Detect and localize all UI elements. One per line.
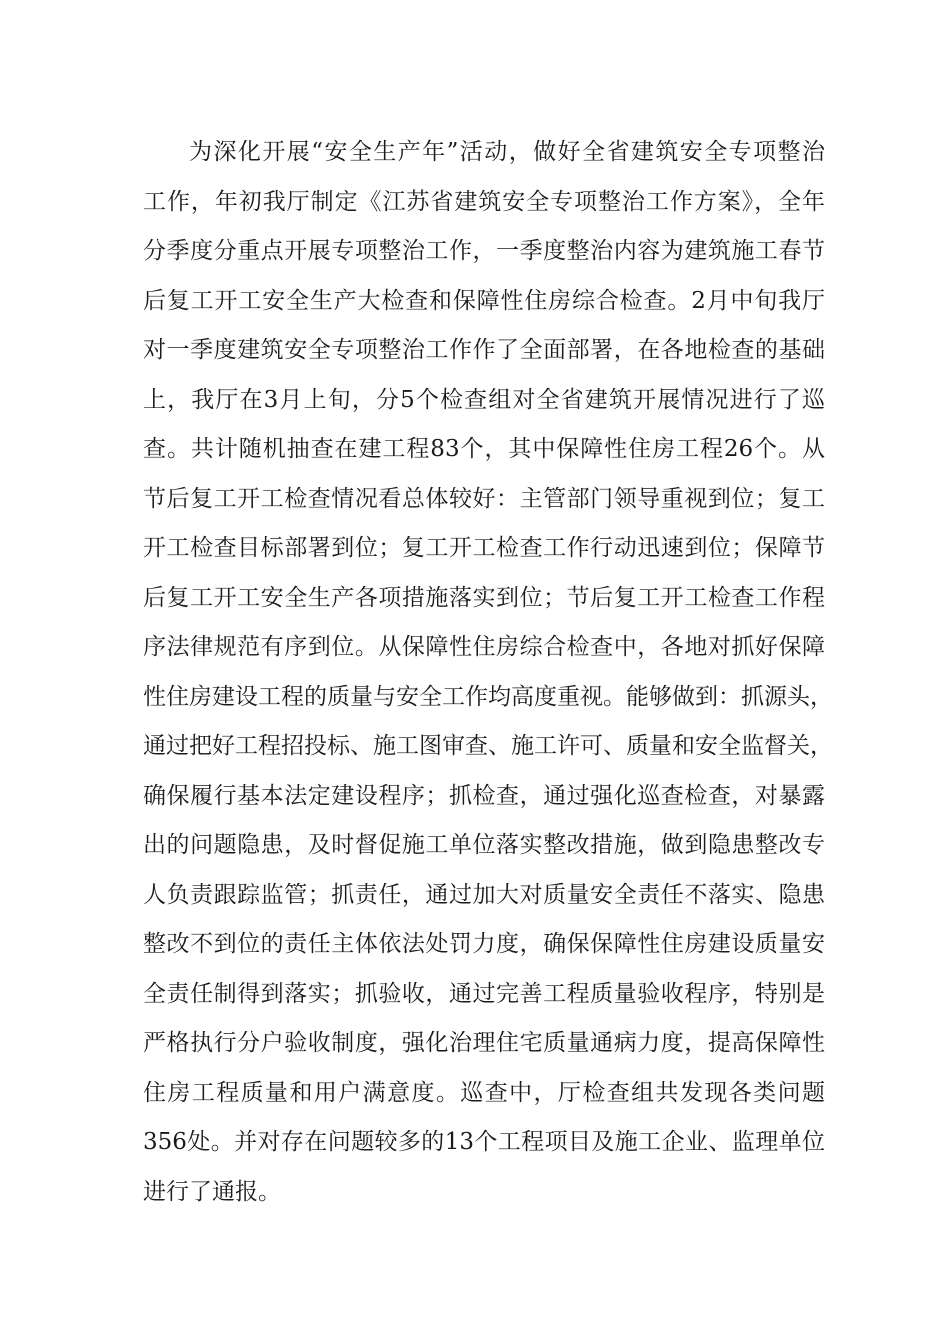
paragraph-line: 通过把好工程招投标、施工图审查、施工许可、质量和安全监督关，	[143, 733, 833, 759]
paragraph-line: 进行了通报。	[143, 1178, 281, 1205]
paragraph-line: 对一季度建筑安全专项整治工作作了全面部署，在各地检查的基础	[143, 337, 825, 363]
paragraph-line: 为深化开展“安全生产年”活动，做好全省建筑安全专项整治	[189, 139, 825, 165]
paragraph-line: 后复工开工安全生产各项措施落实到位；节后复工开工检查工作程	[143, 584, 825, 611]
paragraph-line: 确保履行基本法定建设程序；抓检查，通过强化巡查检查，对暴露	[143, 782, 825, 809]
paragraph-line: 全责任制得到落实；抓验收，通过完善工程质量验收程序，特别是	[143, 980, 825, 1007]
paragraph-line: 后复工开工安全生产大检查和保障性住房综合检查。2月中旬我厅	[143, 287, 825, 314]
paragraph-line: 工作，年初我厅制定《江苏省建筑安全专项整治工作方案》，全年	[143, 188, 825, 215]
paragraph-line: 开工检查目标部署到位；复工开工检查工作行动迅速到位；保障节	[143, 535, 825, 561]
paragraph-line: 人负责跟踪监管；抓责任，通过加大对质量安全责任不落实、隐患	[143, 881, 825, 908]
paragraph-line: 节后复工开工检查情况看总体较好：主管部门领导重视到位；复工	[143, 485, 825, 512]
paragraph-line: 住房工程质量和用户满意度。巡查中，厅检查组共发现各类问题	[143, 1079, 825, 1106]
paragraph-line: 分季度分重点开展专项整治工作，一季度整治内容为建筑施工春节	[143, 238, 825, 264]
paragraph-line: 上，我厅在3月上旬，分5个检查组对全省建筑开展情况进行了巡	[143, 386, 825, 413]
paragraph-line: 序法律规范有序到位。从保障性住房综合检查中，各地对抓好保障	[143, 634, 825, 660]
body-paragraph	[143, 128, 833, 1217]
paragraph-line: 出的问题隐患，及时督促施工单位落实整改措施，做到隐患整改专	[143, 832, 825, 858]
paragraph-line: 性住房建设工程的质量与安全工作均高度重视。能够做到：抓源头，	[143, 683, 833, 710]
paragraph-line: 整改不到位的责任主体依法处罚力度，确保保障性住房建设质量安	[143, 931, 825, 957]
paragraph-line: 严格执行分户验收制度，强化治理住宅质量通病力度，提高保障性	[143, 1030, 825, 1056]
paragraph-line: 356处。并对存在问题较多的13个工程项目及施工企业、监理单位	[143, 1129, 825, 1155]
paragraph-line: 查。共计随机抽查在建工程83个，其中保障性住房工程26个。从	[143, 436, 825, 462]
